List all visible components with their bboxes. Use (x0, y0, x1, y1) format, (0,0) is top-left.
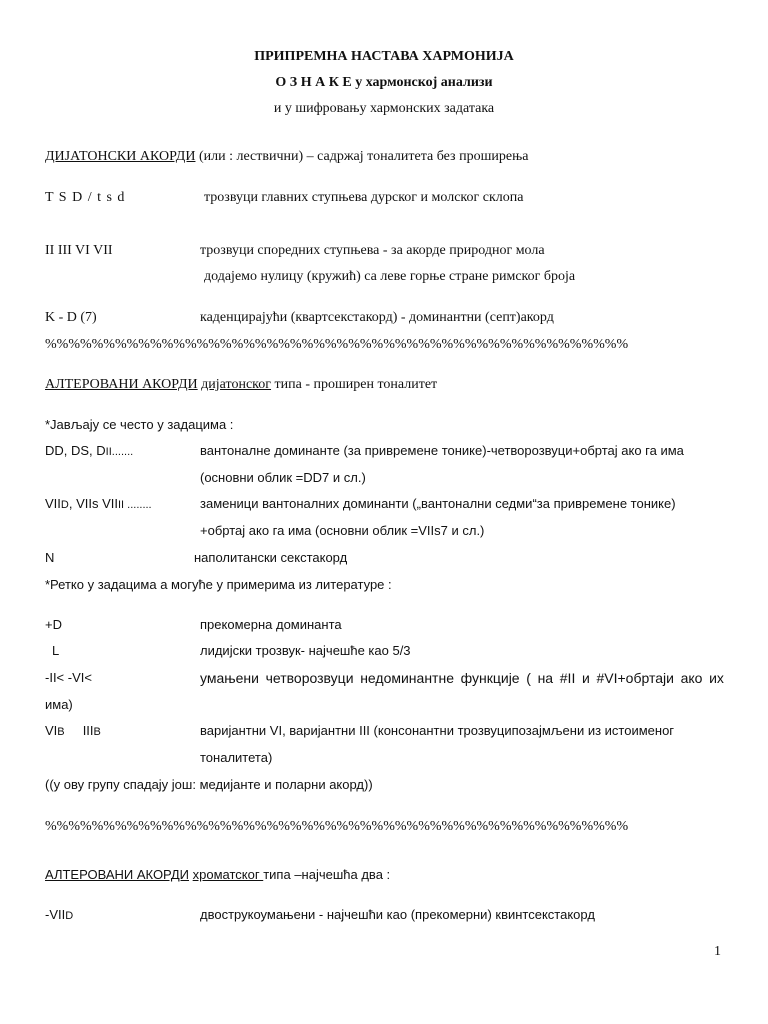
symbol-main: III (64, 723, 94, 738)
symbol-subscript: B (57, 726, 65, 738)
description-word: четворозвуци (265, 670, 354, 686)
row-description: варијантни VI, варијантни III (консонантни трозвуципозајмљени из истоименог (200, 723, 675, 738)
heading-rest: (или : лествични) – садржај тоналитета без проширења (195, 149, 529, 164)
symbol-dots: ........ (124, 499, 152, 511)
section-heading-altered-diatonic (45, 376, 437, 394)
row-symbol: -II< -VI< (45, 670, 92, 685)
heading-underlined-2: дијатонског (201, 377, 272, 392)
separator-line: %%%%%%%%%%%%%%%%%%%%%%%%%%%%%%%%%%%%%%%%%%%%%%%%%% (45, 819, 629, 834)
row-symbol: T S D / t s d (45, 190, 125, 205)
row-description: додајемо нулицу (кружић) са леве горње стране римског броја (204, 269, 576, 284)
heading-rest: типа –најчешћа два : (263, 867, 391, 882)
symbol-subscript: II (117, 499, 125, 511)
row-description-cont: +обртај ако га има (основни облик =VIIs7 и сл.) (200, 523, 485, 538)
symbol-subscript: II (105, 446, 112, 458)
symbol-main: VI (45, 723, 58, 738)
heading-rest: типа - проширен тоналитет (271, 377, 438, 392)
description-word: и (582, 670, 590, 686)
separator-line: %%%%%%%%%%%%%%%%%%%%%%%%%%%%%%%%%%%%%%%%%%%%%%%%%% (45, 337, 629, 352)
row-description: наполитански секстакорд (194, 550, 348, 565)
description-word: ( (526, 670, 531, 686)
note-rare: *Ретко у задацима а могуће у примерима из литературе : (45, 577, 392, 592)
row-symbol: N (45, 550, 55, 565)
row-description: заменици вантоналних доминанти („вантонални седми“за привремене тонике) (200, 496, 676, 511)
subtitle-rest: у хармонској анализи (351, 75, 493, 90)
document-title: ПРИПРЕМНА НАСТАВА ХАРМОНИЈА (254, 49, 514, 64)
row-description: прекомерна доминанта (200, 617, 342, 632)
page-number: 1 (714, 944, 721, 959)
row-description-cont: има) (45, 697, 73, 712)
row-symbol: K - D (7) (45, 310, 97, 325)
description-word: #VI+обртаји (596, 670, 674, 686)
row-description: двострукоумањени - најчешћи као (прекомерни) квинтсекстакорд (200, 907, 595, 922)
row-description: каденцирајући (квартсекстакорд) - доминантни (септ)акорд (200, 310, 554, 325)
heading-underlined: АЛТЕРОВАНИ АКОРДИ (45, 867, 190, 882)
row-symbol (45, 442, 133, 461)
note-group: ((у ову групу спадају још: медијанте и поларни акорд)) (45, 777, 373, 792)
symbol-dots: ....... (111, 446, 134, 458)
row-symbol: +D (45, 617, 62, 632)
section-heading-altered-chromatic (45, 866, 390, 884)
description-word: их (709, 670, 724, 686)
symbol-mid: , VIIs VII (68, 496, 118, 511)
description-word: на (537, 670, 554, 686)
section-heading-diatonic (45, 148, 528, 166)
row-symbol (45, 906, 73, 925)
row-description: лидијски трозвук- најчешће као 5/3 (200, 643, 411, 658)
row-symbol (45, 495, 152, 514)
subtitle-spaced: О З Н А К Е (275, 75, 352, 90)
row-description-cont: тоналитета) (200, 750, 273, 765)
row-symbol: II III VI VII (45, 243, 113, 258)
heading-underlined: АЛТЕРОВАНИ АКОРДИ (45, 377, 198, 392)
row-description: трозвуци споредних ступњева - за акорде природног мола (200, 243, 545, 258)
row-description: вантоналне доминанте (за привремене тонике)-четворозвуци+обртај ако га има (200, 443, 684, 458)
heading-underlined: ДИЈАТОНСКИ АКОРДИ (45, 149, 196, 164)
symbol-subscript: B (93, 726, 101, 738)
symbol-main: -VII (45, 907, 66, 922)
description-word: функције (460, 670, 520, 686)
description-word: #II (559, 670, 576, 686)
row-description-cont: (основни облик =DD7 и сл.) (200, 470, 366, 485)
document-subtitle (0, 74, 768, 92)
document-subtitle-2: и у шифровању хармонских задатака (273, 101, 495, 116)
symbol-subscript: D (60, 499, 69, 511)
row-description: трозвуци главних ступњева дурског и молског склопа (204, 190, 524, 205)
symbol-main: DD, DS, D (45, 443, 106, 458)
description-word: умањени (200, 670, 259, 686)
description-word: ако (680, 670, 703, 686)
row-symbol (45, 722, 101, 741)
note-frequent: *Јављају се често у задацима : (45, 417, 234, 432)
description-word: недоминантне (360, 670, 454, 686)
row-description-justified (200, 669, 724, 687)
heading-underlined-2: хроматског (192, 867, 264, 882)
symbol-main: VII (45, 496, 61, 511)
row-symbol: L (52, 643, 60, 658)
symbol-subscript: D (65, 910, 74, 922)
